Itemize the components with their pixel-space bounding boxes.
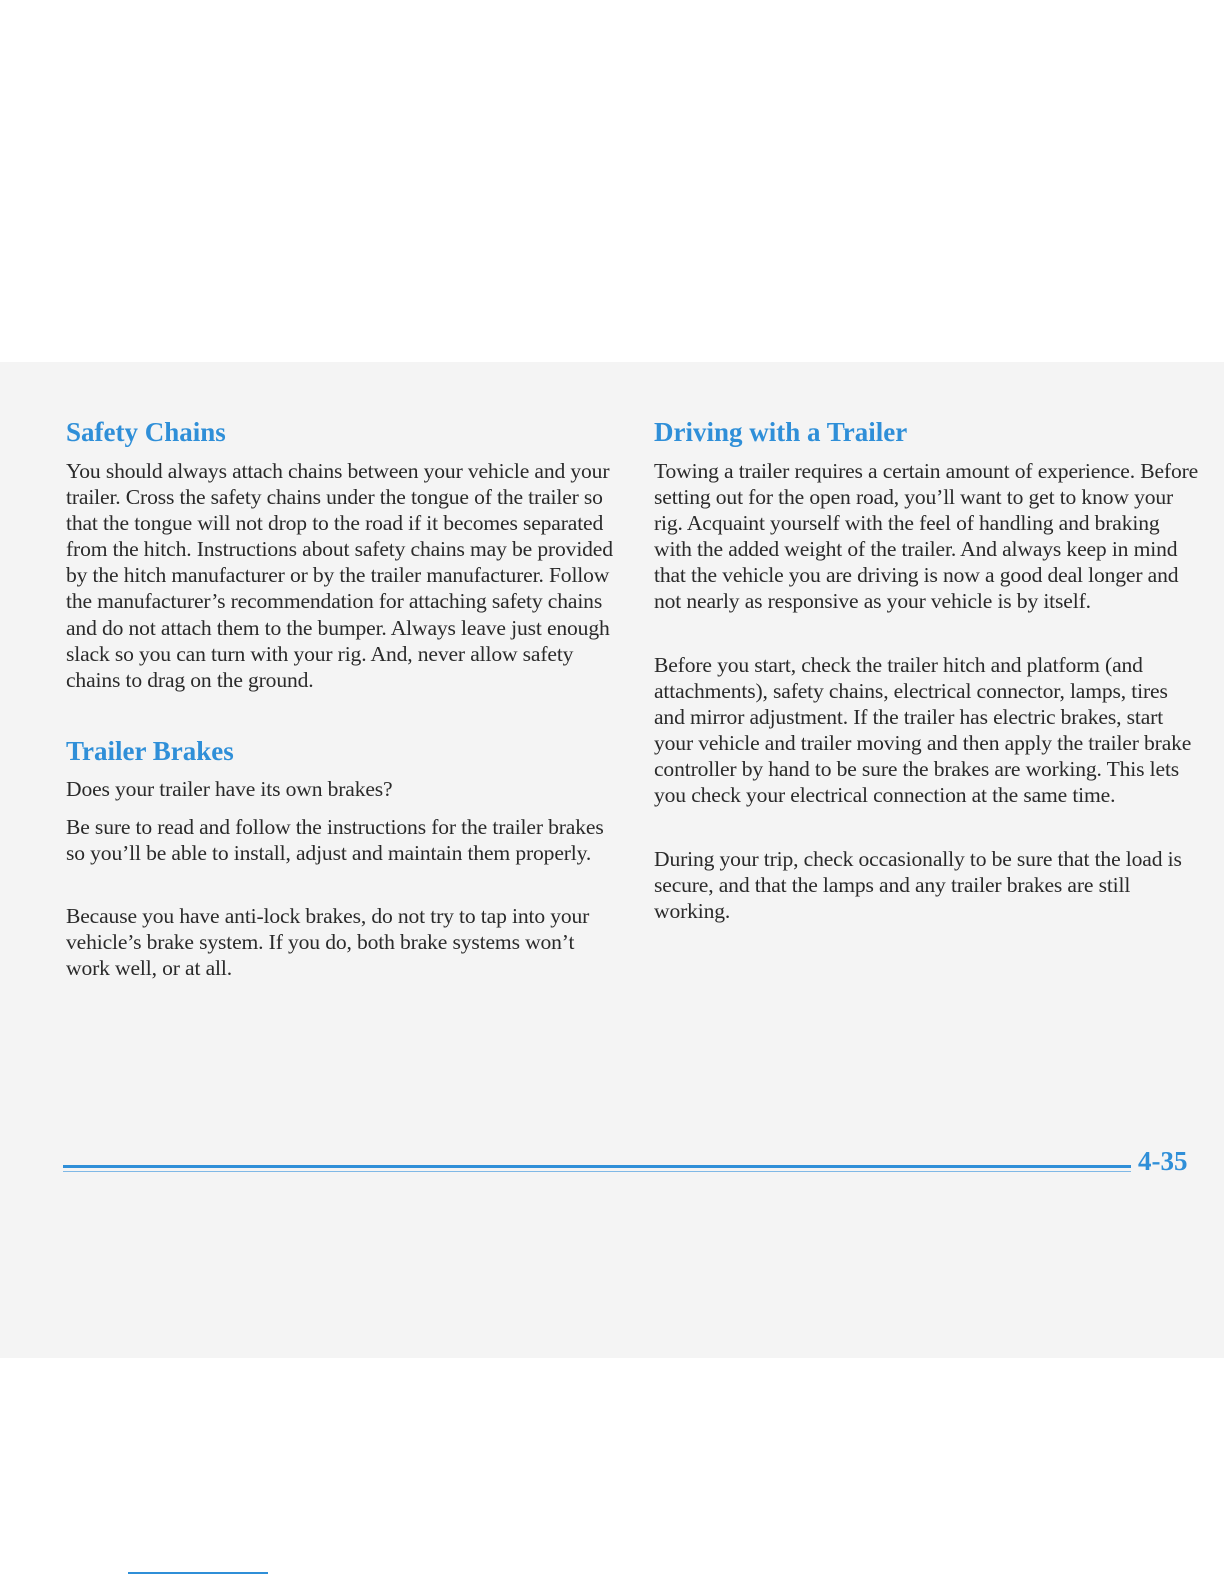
driving-paragraph-2: Before you start, check the trailer hitch and platform (and attachments), safety chains, electrical connector, lamps, tires and mirror adjustment. If the trailer has electric brakes, start your vehicle and trailer moving and then apply the trailer brake controller by hand to be sure the brakes are working. This lets you check your electrical connection at the same time. [654,653,1192,808]
page-content-band [0,362,1224,1358]
page-number: 4-35 [1138,1146,1188,1176]
safety-chains-paragraph: You should always attach chains between your vehicle and your trailer. Cross the safety chains under the tongue of the trailer so that the tongue will not drop to the road if it becomes separated from the hitch. Instructions about safety chains may be provided by the hitch manufacturer or by the trailer manufacturer. Follow the manufacturer’s recommendation for attaching safety chains and do not attach them to the bumper. Always leave just enough slack so you can turn with your rig. And, never allow safety chains to drag on the ground. [66,459,613,692]
trailer-brakes-paragraph-2: Be sure to read and follow the instructions for the trailer brakes so you’ll be able to install, adjust and maintain them properly. [66,815,604,866]
footer-rule [63,1165,1131,1175]
bottom-edge-mark [128,1572,268,1574]
driving-with-trailer-heading: Driving with a Trailer [654,417,908,447]
safety-chains-heading: Safety Chains [66,417,226,447]
driving-paragraph-3: During your trip, check occasionally to be sure that the load is secure, and that the lamps and any trailer brakes are still working. [654,847,1182,924]
driving-paragraph-1: Towing a trailer requires a certain amount of experience. Before setting out for the open road, you’ll want to get to know your rig. Acquaint yourself with the feel of handling and braking with the added weight of the trailer. And always keep in mind that the vehicle you are driving is now a good deal longer and not nearly as responsive as your vehicle is by itself. [654,459,1199,614]
trailer-brakes-paragraph-3: Because you have anti-lock brakes, do not try to tap into your vehicle’s brake system. If you do, both brake systems won’t work well, or at all. [66,904,590,981]
footer-rule-thin [63,1171,1131,1172]
trailer-brakes-heading: Trailer Brakes [66,736,234,766]
trailer-brakes-paragraph-1: Does your trailer have its own brakes? [66,777,393,801]
footer-rule-thick [63,1165,1131,1168]
